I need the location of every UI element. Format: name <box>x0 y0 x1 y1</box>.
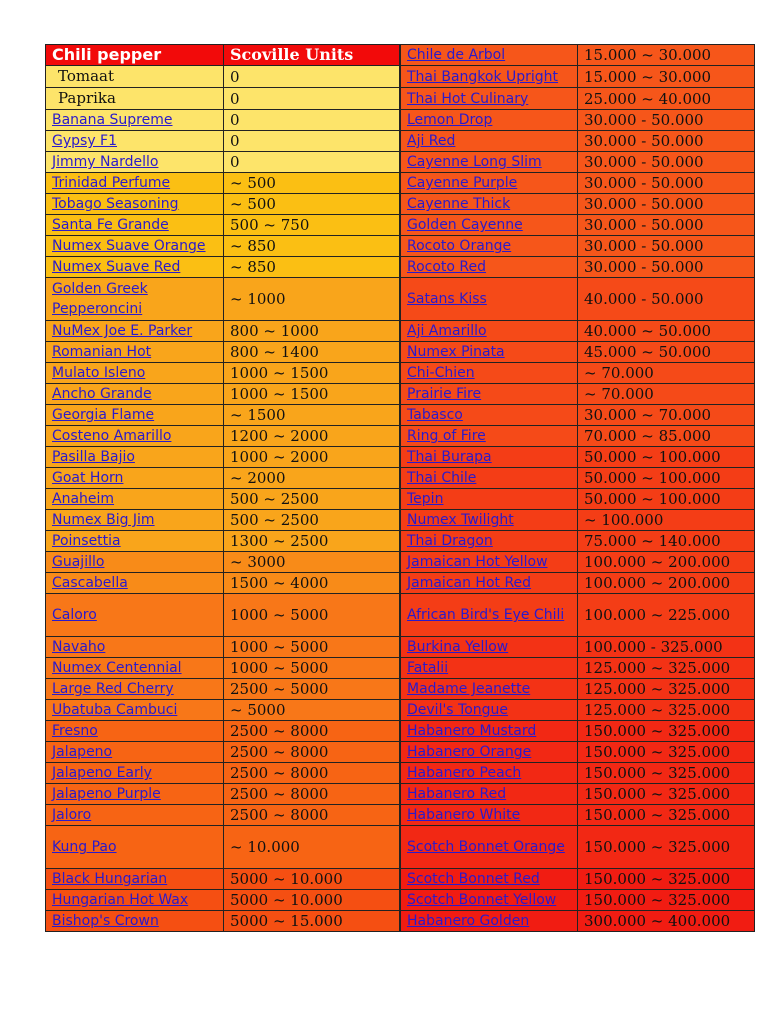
table-row <box>46 573 755 594</box>
right-name-cell <box>401 679 578 700</box>
pepper-link[interactable]: Pasilla Bajio <box>52 449 135 465</box>
right-value-cell: 30.000 - 50.000 <box>578 215 755 236</box>
right-value-cell: 100.000 ~ 225.000 <box>578 594 755 637</box>
right-value-cell: 30.000 ~ 70.000 <box>578 405 755 426</box>
pepper-link[interactable]: Numex Twilight <box>407 512 514 528</box>
pepper-link[interactable]: Cascabella <box>52 575 128 591</box>
column-header-chili-pepper: Chili pepper <box>46 45 224 66</box>
right-name-cell <box>401 573 578 594</box>
left-value-cell: 800 ~ 1400 <box>224 342 400 363</box>
pepper-link[interactable]: Numex Big Jim <box>52 512 155 528</box>
right-value-cell: 150.000 ~ 325.000 <box>578 890 755 911</box>
table-row <box>46 658 755 679</box>
left-name-cell <box>46 215 224 236</box>
left-value-cell: 2500 ~ 8000 <box>224 784 400 805</box>
left-value-cell: 1000 ~ 5000 <box>224 594 400 637</box>
right-name-cell <box>401 721 578 742</box>
right-name-cell <box>401 66 578 88</box>
table-row <box>46 531 755 552</box>
table-row <box>46 278 755 321</box>
table-row <box>46 721 755 742</box>
table-row <box>46 110 755 131</box>
table-row <box>46 679 755 700</box>
left-value-cell: 5000 ~ 10.000 <box>224 869 400 890</box>
pepper-link[interactable]: Ring of Fire <box>407 428 486 444</box>
column-header-scoville-units: Scoville Units <box>224 45 400 66</box>
left-name-cell <box>46 911 224 932</box>
table-row <box>46 489 755 510</box>
pepper-link[interactable]: Santa Fe Grande <box>52 217 169 233</box>
right-value-cell: 150.000 ~ 325.000 <box>578 742 755 763</box>
right-value-cell: 30.000 - 50.000 <box>578 131 755 152</box>
left-name-cell <box>46 637 224 658</box>
pepper-link[interactable]: Ancho Grande <box>52 386 152 402</box>
right-value-cell: 40.000 ~ 50.000 <box>578 321 755 342</box>
right-value-cell: 150.000 ~ 325.000 <box>578 784 755 805</box>
right-value-cell: ~ 70.000 <box>578 363 755 384</box>
right-name-cell <box>401 784 578 805</box>
left-name-cell <box>46 721 224 742</box>
right-name-cell <box>401 110 578 131</box>
left-name-cell <box>46 510 224 531</box>
right-name-cell <box>401 278 578 321</box>
left-value-cell: 500 ~ 2500 <box>224 489 400 510</box>
right-value-cell: 15.000 ~ 30.000 <box>578 45 755 66</box>
pepper-link[interactable]: Costeno Amarillo <box>52 428 172 444</box>
left-value-cell: 0 <box>224 88 400 110</box>
table-row <box>46 152 755 173</box>
pepper-link[interactable]: Gypsy F1 <box>52 133 118 149</box>
pepper-link[interactable]: Prairie Fire <box>407 386 482 402</box>
left-name-cell <box>46 573 224 594</box>
left-name-cell <box>46 658 224 679</box>
left-name-cell <box>46 890 224 911</box>
table-row <box>46 468 755 489</box>
right-name-cell <box>401 658 578 679</box>
right-name-cell <box>401 363 578 384</box>
left-name-cell <box>46 784 224 805</box>
pepper-link[interactable]: Scotch Bonnet Yellow <box>407 892 557 908</box>
right-value-cell: 125.000 ~ 325.000 <box>578 658 755 679</box>
pepper-link[interactable]: Numex Pinata <box>407 344 505 360</box>
right-name-cell <box>401 510 578 531</box>
left-value-cell: 2500 ~ 5000 <box>224 679 400 700</box>
pepper-link[interactable]: Caloro <box>52 607 97 623</box>
table-row <box>46 784 755 805</box>
pepper-link[interactable]: Scotch Bonnet Red <box>407 871 540 887</box>
right-name-cell <box>401 826 578 869</box>
left-value-cell: 5000 ~ 15.000 <box>224 911 400 932</box>
right-value-cell: 50.000 ~ 100.000 <box>578 489 755 510</box>
pepper-link[interactable]: Numex Suave Orange <box>52 238 206 254</box>
pepper-link[interactable]: Habanero Peach <box>407 765 522 781</box>
table-row <box>46 66 755 88</box>
table-row <box>46 173 755 194</box>
pepper-link[interactable]: Habanero Orange <box>407 744 532 760</box>
right-value-cell: 125.000 ~ 325.000 <box>578 700 755 721</box>
left-value-cell: 0 <box>224 131 400 152</box>
left-value-cell: ~ 500 <box>224 194 400 215</box>
right-name-cell <box>401 763 578 784</box>
left-value-cell: 2500 ~ 8000 <box>224 805 400 826</box>
left-name-cell <box>46 552 224 573</box>
pepper-link[interactable]: Chile de Arbol <box>407 47 506 63</box>
right-value-cell: 15.000 ~ 30.000 <box>578 66 755 88</box>
left-value-cell: 1000 ~ 2000 <box>224 447 400 468</box>
left-value-cell: ~ 3000 <box>224 552 400 573</box>
right-name-cell <box>401 257 578 278</box>
table-row <box>46 342 755 363</box>
left-value-cell: 2500 ~ 8000 <box>224 742 400 763</box>
right-value-cell: 150.000 ~ 325.000 <box>578 805 755 826</box>
right-name-cell <box>401 426 578 447</box>
table-row <box>46 321 755 342</box>
pepper-link[interactable]: Goat Horn <box>52 470 124 486</box>
pepper-link[interactable]: Jamaican Hot Yellow <box>407 554 548 570</box>
left-name-cell <box>46 805 224 826</box>
pepper-link[interactable]: Fresno <box>52 723 98 739</box>
left-name-cell <box>46 426 224 447</box>
left-name-cell <box>46 447 224 468</box>
table-row <box>46 510 755 531</box>
pepper-link[interactable]: Devil's Tongue <box>407 702 509 718</box>
left-name-cell <box>46 700 224 721</box>
pepper-link[interactable]: Georgia Flame <box>52 407 155 423</box>
table-row <box>46 911 755 932</box>
table-row <box>46 405 755 426</box>
right-name-cell <box>401 805 578 826</box>
pepper-link[interactable]: Chi-Chien <box>407 365 475 381</box>
table-row <box>46 215 755 236</box>
left-value-cell: 1000 ~ 1500 <box>224 363 400 384</box>
pepper-link[interactable]: Hungarian Hot Wax <box>52 892 189 908</box>
left-value-cell: 1000 ~ 5000 <box>224 637 400 658</box>
right-value-cell: 100.000 - 325.000 <box>578 637 755 658</box>
pepper-link[interactable]: Thai Burapa <box>407 449 492 465</box>
left-value-cell: ~ 1500 <box>224 405 400 426</box>
table-row <box>46 890 755 911</box>
table-row <box>46 131 755 152</box>
left-name-cell <box>46 869 224 890</box>
right-name-cell <box>401 321 578 342</box>
left-value-cell: 800 ~ 1000 <box>224 321 400 342</box>
left-value-cell: 5000 ~ 10.000 <box>224 890 400 911</box>
right-name-cell <box>401 489 578 510</box>
pepper-link[interactable]: Lemon Drop <box>407 112 493 128</box>
pepper-link[interactable]: Satans Kiss <box>407 291 487 307</box>
pepper-link[interactable]: Kung Pao <box>52 839 117 855</box>
right-value-cell: 150.000 ~ 325.000 <box>578 869 755 890</box>
right-value-cell: 30.000 - 50.000 <box>578 236 755 257</box>
right-value-cell: 50.000 ~ 100.000 <box>578 447 755 468</box>
left-name-cell <box>46 363 224 384</box>
left-name-cell <box>46 194 224 215</box>
right-name-cell <box>401 911 578 932</box>
right-value-cell: ~ 100.000 <box>578 510 755 531</box>
left-value-cell: ~ 5000 <box>224 700 400 721</box>
scoville-table-body <box>46 45 755 932</box>
right-name-cell <box>401 594 578 637</box>
right-name-cell <box>401 152 578 173</box>
left-value-cell: 2500 ~ 8000 <box>224 721 400 742</box>
left-value-cell: 1300 ~ 2500 <box>224 531 400 552</box>
right-name-cell <box>401 342 578 363</box>
right-value-cell: 100.000 ~ 200.000 <box>578 552 755 573</box>
table-row <box>46 594 755 637</box>
pepper-link[interactable]: Habanero Red <box>407 786 507 802</box>
pepper-link[interactable]: Jalapeno <box>52 744 113 760</box>
table-row <box>46 742 755 763</box>
right-value-cell: 30.000 - 50.000 <box>578 257 755 278</box>
pepper-link[interactable]: Tepin <box>407 491 444 507</box>
left-name-cell <box>46 110 224 131</box>
pepper-link[interactable]: Jimmy Nardello <box>52 154 159 170</box>
pepper-link[interactable]: Aji Amarillo <box>407 323 487 339</box>
table-row <box>46 236 755 257</box>
left-value-cell: 1200 ~ 2000 <box>224 426 400 447</box>
pepper-link[interactable]: Rocoto Orange <box>407 238 512 254</box>
table-row <box>46 763 755 784</box>
pepper-link[interactable]: Burkina Yellow <box>407 639 509 655</box>
right-value-cell: 125.000 ~ 325.000 <box>578 679 755 700</box>
pepper-name: Paprika <box>58 89 116 107</box>
left-value-cell: 0 <box>224 110 400 131</box>
table-row <box>46 88 755 110</box>
pepper-link[interactable]: Black Hungarian <box>52 871 168 887</box>
pepper-link[interactable]: Anaheim <box>52 491 115 507</box>
pepper-link[interactable]: Thai Dragon <box>407 533 493 549</box>
left-name-cell <box>46 257 224 278</box>
left-name-cell <box>46 742 224 763</box>
right-value-cell: 300.000 ~ 400.000 <box>578 911 755 932</box>
table-row <box>46 826 755 869</box>
right-name-cell <box>401 131 578 152</box>
left-value-cell: 2500 ~ 8000 <box>224 763 400 784</box>
left-value-cell: 0 <box>224 152 400 173</box>
pepper-link[interactable]: Jalapeno Early <box>52 765 152 781</box>
pepper-link[interactable]: Madame Jeanette <box>407 681 531 697</box>
left-name-cell <box>46 88 224 110</box>
pepper-link[interactable]: Aji Red <box>407 133 456 149</box>
left-value-cell: ~ 850 <box>224 257 400 278</box>
pepper-link[interactable]: Navaho <box>52 639 106 655</box>
table-row <box>46 552 755 573</box>
left-name-cell <box>46 384 224 405</box>
pepper-link[interactable]: Cayenne Long Slim <box>407 154 542 170</box>
pepper-link[interactable]: Tobago Seasoning <box>52 196 179 212</box>
pepper-link[interactable]: Jamaican Hot Red <box>407 575 532 591</box>
left-value-cell: 500 ~ 2500 <box>224 510 400 531</box>
left-name-cell <box>46 826 224 869</box>
right-name-cell <box>401 384 578 405</box>
pepper-name: Tomaat <box>58 67 115 85</box>
pepper-link[interactable]: Tabasco <box>407 407 463 423</box>
right-value-cell: 45.000 ~ 50.000 <box>578 342 755 363</box>
pepper-link[interactable]: Bishop's Crown <box>52 913 159 929</box>
right-value-cell: 50.000 ~ 100.000 <box>578 468 755 489</box>
pepper-link[interactable]: Habanero White <box>407 807 521 823</box>
right-name-cell <box>401 742 578 763</box>
pepper-link[interactable]: Fatalii <box>407 660 449 676</box>
right-value-cell: 100.000 ~ 200.000 <box>578 573 755 594</box>
table-row <box>46 257 755 278</box>
left-value-cell: 0 <box>224 66 400 88</box>
right-name-cell <box>401 531 578 552</box>
right-name-cell <box>401 173 578 194</box>
scoville-table <box>45 44 755 932</box>
table-row <box>46 447 755 468</box>
pepper-link[interactable]: Jaloro <box>52 807 92 823</box>
pepper-link[interactable]: Cayenne Purple <box>407 175 518 191</box>
right-name-cell <box>401 215 578 236</box>
left-name-cell <box>46 594 224 637</box>
table-row <box>46 637 755 658</box>
pepper-link[interactable]: NuMex Joe E. Parker <box>52 323 193 339</box>
table-row <box>46 194 755 215</box>
pepper-link[interactable]: Golden Greek Pepperoncini <box>52 281 148 317</box>
right-value-cell: 40.000 - 50.000 <box>578 278 755 321</box>
pepper-link[interactable]: Habanero Golden <box>407 913 530 929</box>
pepper-link[interactable]: Poinsettia <box>52 533 121 549</box>
left-value-cell: 1500 ~ 4000 <box>224 573 400 594</box>
left-name-cell <box>46 405 224 426</box>
right-name-cell <box>401 236 578 257</box>
left-value-cell: ~ 500 <box>224 173 400 194</box>
left-value-cell: ~ 2000 <box>224 468 400 489</box>
right-value-cell: 75.000 ~ 140.000 <box>578 531 755 552</box>
pepper-link[interactable]: Guajillo <box>52 554 105 570</box>
table-row <box>46 869 755 890</box>
left-value-cell: ~ 850 <box>224 236 400 257</box>
right-value-cell: 150.000 ~ 325.000 <box>578 763 755 784</box>
left-name-cell <box>46 489 224 510</box>
pepper-link[interactable]: Romanian Hot <box>52 344 152 360</box>
right-value-cell: 70.000 ~ 85.000 <box>578 426 755 447</box>
left-name-cell <box>46 342 224 363</box>
right-value-cell: 30.000 - 50.000 <box>578 173 755 194</box>
left-name-cell <box>46 531 224 552</box>
left-value-cell: ~ 1000 <box>224 278 400 321</box>
pepper-link[interactable]: Ubatuba Cambuci <box>52 702 178 718</box>
right-name-cell <box>401 405 578 426</box>
right-name-cell <box>401 88 578 110</box>
pepper-link[interactable]: Scotch Bonnet Orange <box>407 839 565 855</box>
header-row <box>46 45 755 66</box>
right-value-cell: ~ 70.000 <box>578 384 755 405</box>
right-name-cell <box>401 194 578 215</box>
pepper-link[interactable]: Trinidad Perfume <box>52 175 171 191</box>
left-name-cell <box>46 152 224 173</box>
pepper-link[interactable]: Habanero Mustard <box>407 723 537 739</box>
pepper-link[interactable]: Rocoto Red <box>407 259 487 275</box>
left-value-cell: 1000 ~ 1500 <box>224 384 400 405</box>
left-value-cell: ~ 10.000 <box>224 826 400 869</box>
left-name-cell <box>46 321 224 342</box>
left-name-cell <box>46 131 224 152</box>
right-value-cell: 150.000 ~ 325.000 <box>578 721 755 742</box>
right-value-cell: 30.000 - 50.000 <box>578 152 755 173</box>
right-name-cell <box>401 637 578 658</box>
left-value-cell: 1000 ~ 5000 <box>224 658 400 679</box>
right-name-cell <box>401 468 578 489</box>
right-name-cell <box>401 890 578 911</box>
left-name-cell <box>46 173 224 194</box>
pepper-link[interactable]: Thai Bangkok Upright <box>407 68 559 85</box>
right-name-cell <box>401 45 578 66</box>
right-value-cell: 25.000 ~ 40.000 <box>578 88 755 110</box>
right-value-cell: 30.000 - 50.000 <box>578 110 755 131</box>
pepper-link[interactable]: Thai Chile <box>407 470 477 486</box>
left-name-cell <box>46 468 224 489</box>
pepper-link[interactable]: Cayenne Thick <box>407 196 511 212</box>
pepper-link[interactable]: Large Red Cherry <box>52 681 174 697</box>
pepper-link[interactable]: Banana Supreme <box>52 112 173 128</box>
pepper-link[interactable]: African Bird's Eye Chili <box>407 607 565 623</box>
right-name-cell <box>401 552 578 573</box>
left-value-cell: 500 ~ 750 <box>224 215 400 236</box>
left-name-cell <box>46 236 224 257</box>
pepper-link[interactable]: Jalapeno Purple <box>52 786 161 802</box>
table-row <box>46 363 755 384</box>
right-value-cell: 30.000 - 50.000 <box>578 194 755 215</box>
right-name-cell <box>401 700 578 721</box>
table-row <box>46 384 755 405</box>
table-row <box>46 805 755 826</box>
right-value-cell: 150.000 ~ 325.000 <box>578 826 755 869</box>
pepper-link[interactable]: Thai Hot Culinary <box>407 90 529 107</box>
table-row <box>46 700 755 721</box>
left-name-cell <box>46 66 224 88</box>
left-name-cell <box>46 763 224 784</box>
right-name-cell <box>401 447 578 468</box>
pepper-link[interactable]: Golden Cayenne <box>407 217 523 233</box>
left-name-cell <box>46 679 224 700</box>
left-name-cell <box>46 278 224 321</box>
pepper-link[interactable]: Numex Suave Red <box>52 259 181 275</box>
table-row <box>46 426 755 447</box>
pepper-link[interactable]: Numex Centennial <box>52 660 182 676</box>
right-name-cell <box>401 869 578 890</box>
pepper-link[interactable]: Mulato Isleno <box>52 365 146 381</box>
